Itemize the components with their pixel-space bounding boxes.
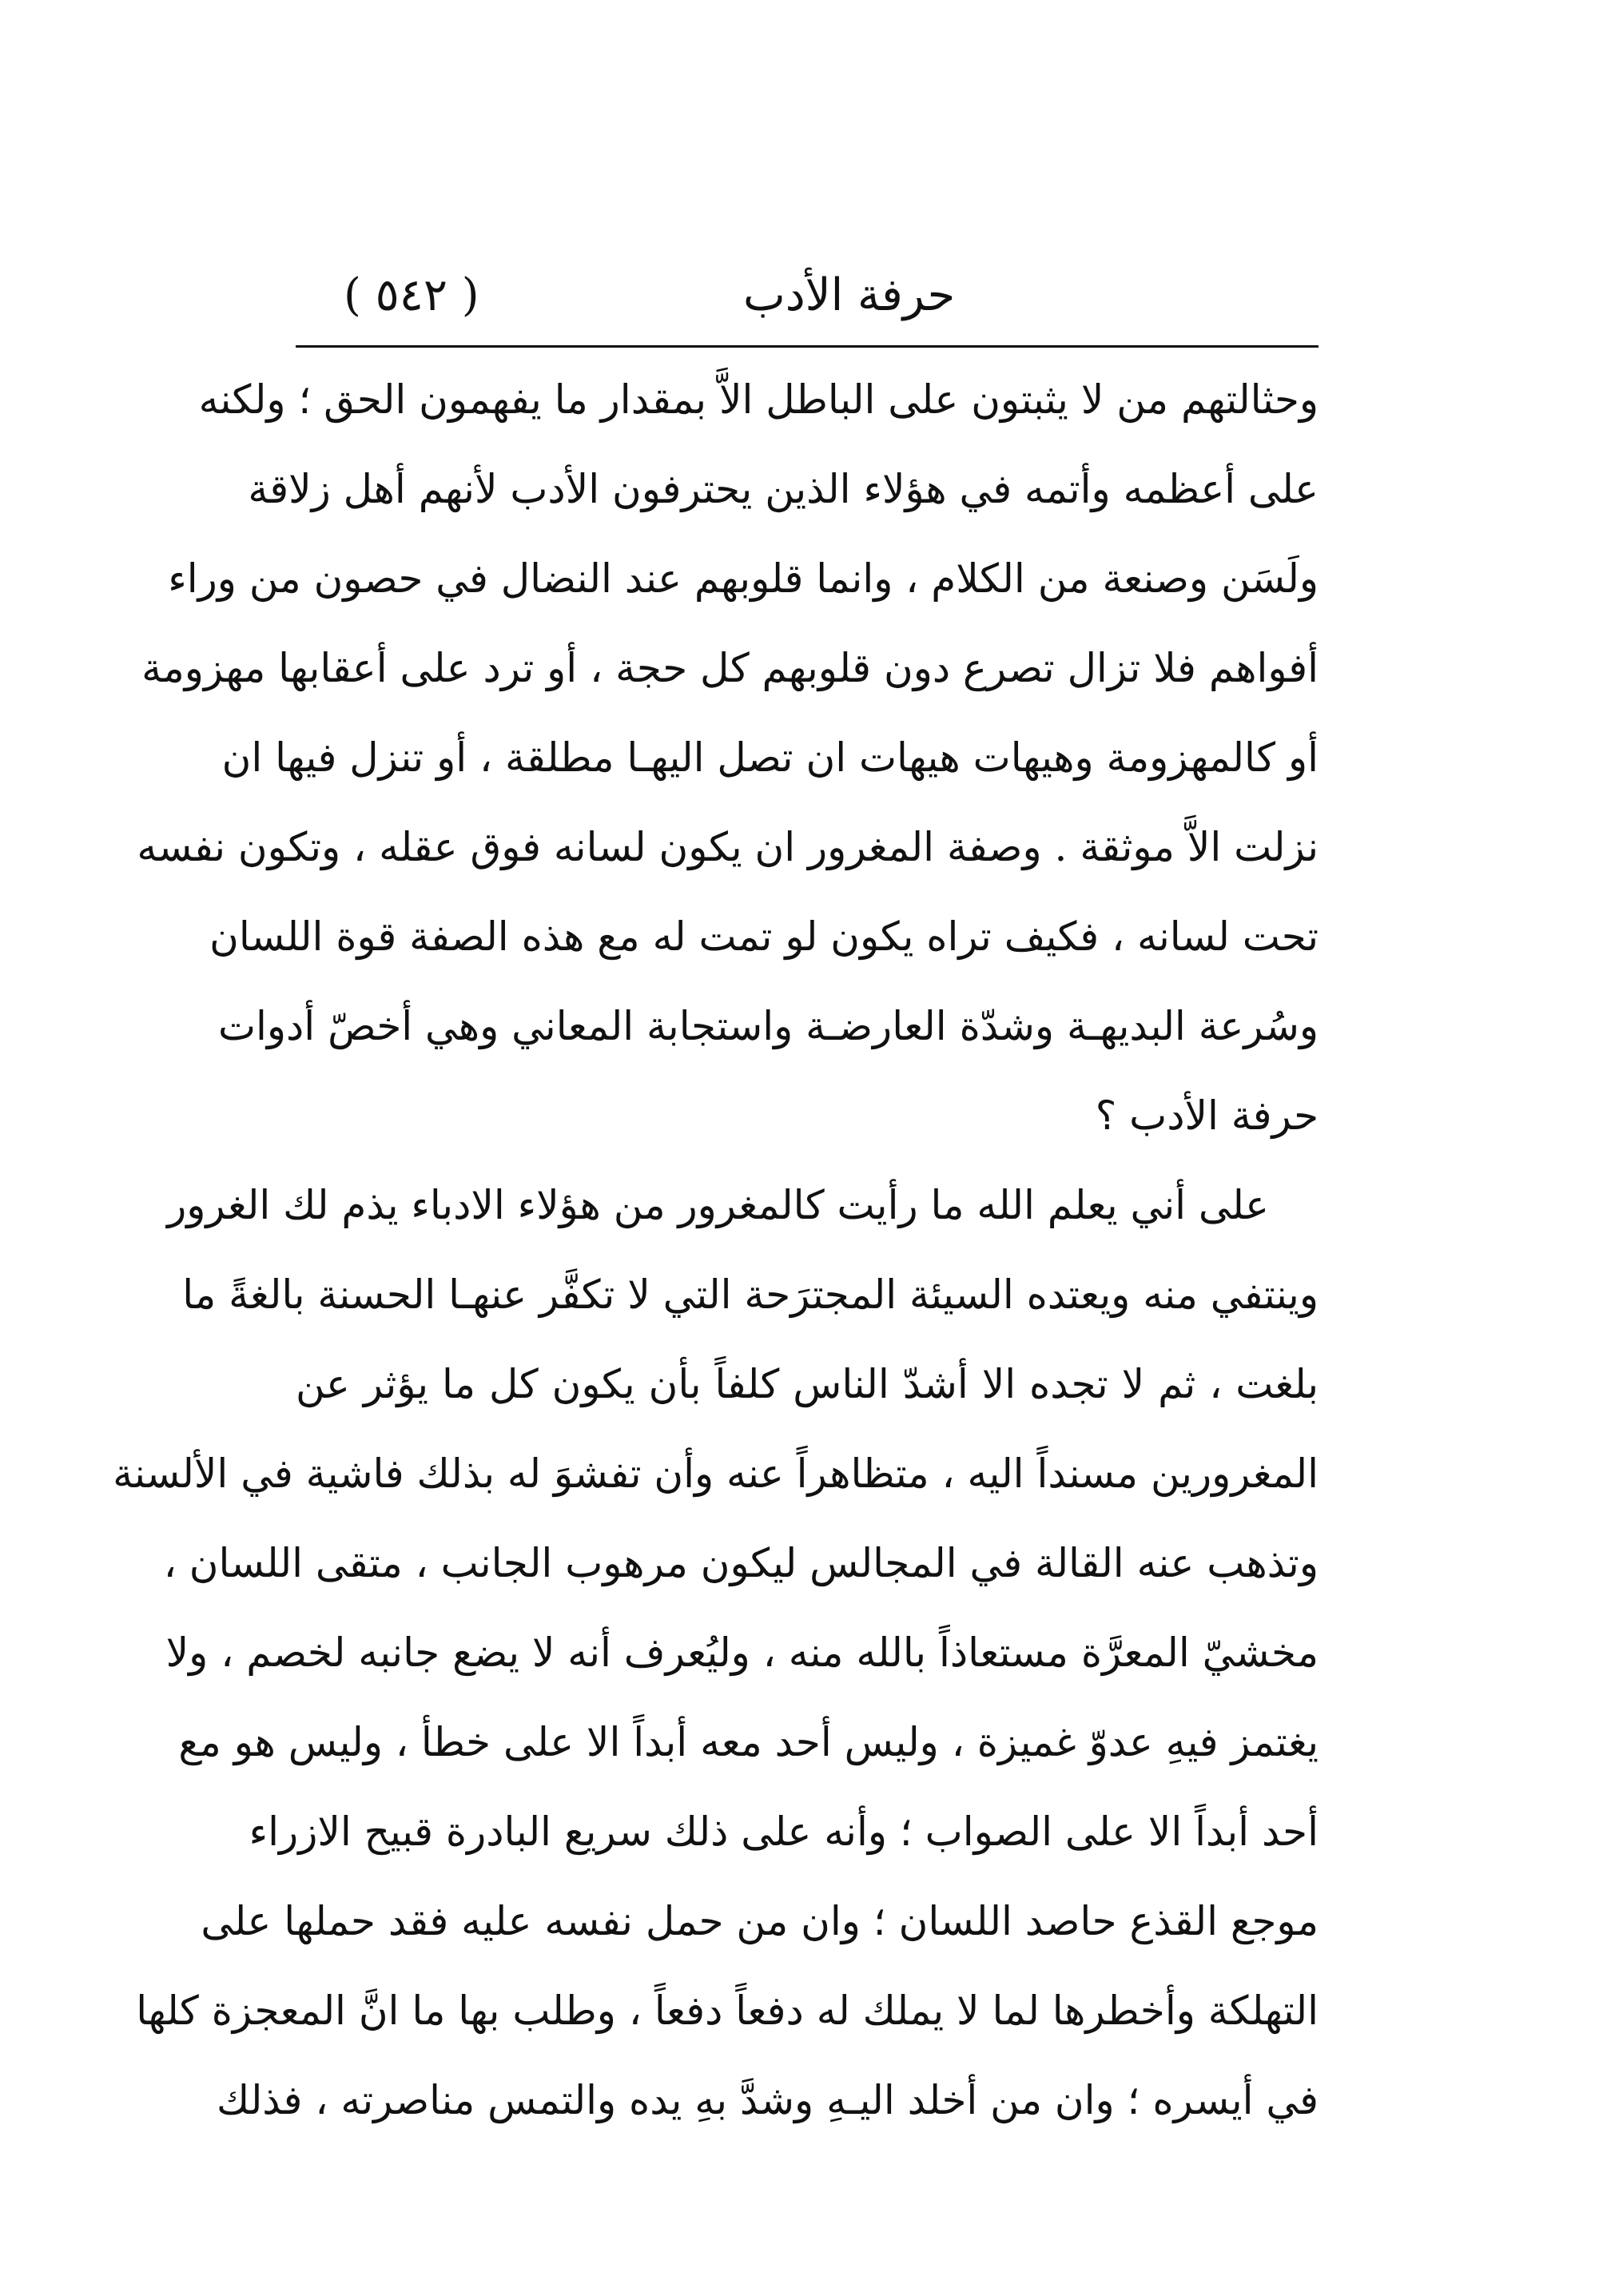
page-number: ( ٥٤٢ ) (344, 269, 479, 321)
text-line: أحد أبداً الا على الصواب ؛ وأنه على ذلك سريع البادرة قبيح الازراء (249, 1809, 1319, 1855)
text-line: نزلت الاَّ موثقة . وصفة المغرور ان يكون لسانه فوق عقله ، وتكون نفسه (137, 824, 1319, 870)
text-line: ولَسَن وصنعة من الكلام ، وانما قلوبهم عند النضال في حصون من وراء (168, 555, 1319, 602)
text-line: بلغت ، ثم لا تجده الا أشدّ الناس كلفاً بأن يكون كل ما يؤثر عن (296, 1361, 1319, 1407)
text-line: وسُرعة البديهـة وشدّة العارضـة واستجابة المعاني وهي أخصّ أدوات (217, 1003, 1319, 1049)
text-line: حرفة الأدب ؟ (1095, 1092, 1319, 1139)
paragraph-2 (113, 1160, 1319, 2145)
text-line: موجع القذع حاصد اللسان ؛ وان من حمل نفسه عليه فقد حملها على (201, 1898, 1319, 1944)
header-rule (296, 345, 1319, 348)
text-line: وتذهب عنه القالة في المجالس ليكون مرهوب الجانب ، متقى اللسان ، (163, 1540, 1319, 1586)
text-line: في أيسره ؛ وان من أخلد اليـهِ وشدَّ بهِ يده والتمس مناصرته ، فذلك (216, 2077, 1319, 2123)
paragraph-1 (137, 355, 1319, 1160)
body-text (113, 355, 1319, 2145)
page-header (296, 257, 1319, 345)
text-line: مخشيّ المعرَّة مستعاذاً بالله منه ، وليُعرف أنه لا يضع جانبه لخصم ، ولا (165, 1629, 1319, 1676)
text-line: المغرورين مسنداً اليه ، متظاهراً عنه وأن تفشوَ له بذلك فاشية في الألسنة (113, 1450, 1319, 1497)
text-line: أو كالمهزومة وهيهات هيهات ان تصل اليهـا مطلقة ، أو تنزل فيها ان (221, 734, 1319, 781)
text-line: يغتمز فيهِ عدوّ غميزة ، وليس أحد معه أبداً الا على خطأ ، وليس هو مع (178, 1719, 1319, 1765)
text-line: التهلكة وأخطرها لما لا يملك له دفعاً دفعاً ، وطلب بها ما انَّ المعجزة كلها (136, 1988, 1319, 2034)
text-line: على أني يعلم الله ما رأيت كالمغرور من هؤلاء الادباء يذم لك الغرور (167, 1182, 1269, 1228)
running-title: حرفة الأدب (743, 269, 956, 321)
text-line: تحت لسانه ، فكيف تراه يكون لو تمت له مع هذه الصفة قوة اللسان (209, 913, 1319, 960)
text-line: وينتفي منه ويعتده السيئة المجترَحة التي لا تكفَّر عنهـا الحسنة بالغةً ما (182, 1271, 1319, 1318)
text-line: أفواهم فلا تزال تصرع دون قلوبهم كل حجة ، أو ترد على أعقابها مهزومة (141, 645, 1319, 691)
text-line: على أعظمه وأتمه في هؤلاء الذين يحترفون الأدب لأنهم أهل زلاقة (248, 466, 1319, 512)
text-line: وحثالتهم من لا يثبتون على الباطل الاَّ بمقدار ما يفهمون الحق ؛ ولكنه (198, 376, 1319, 423)
